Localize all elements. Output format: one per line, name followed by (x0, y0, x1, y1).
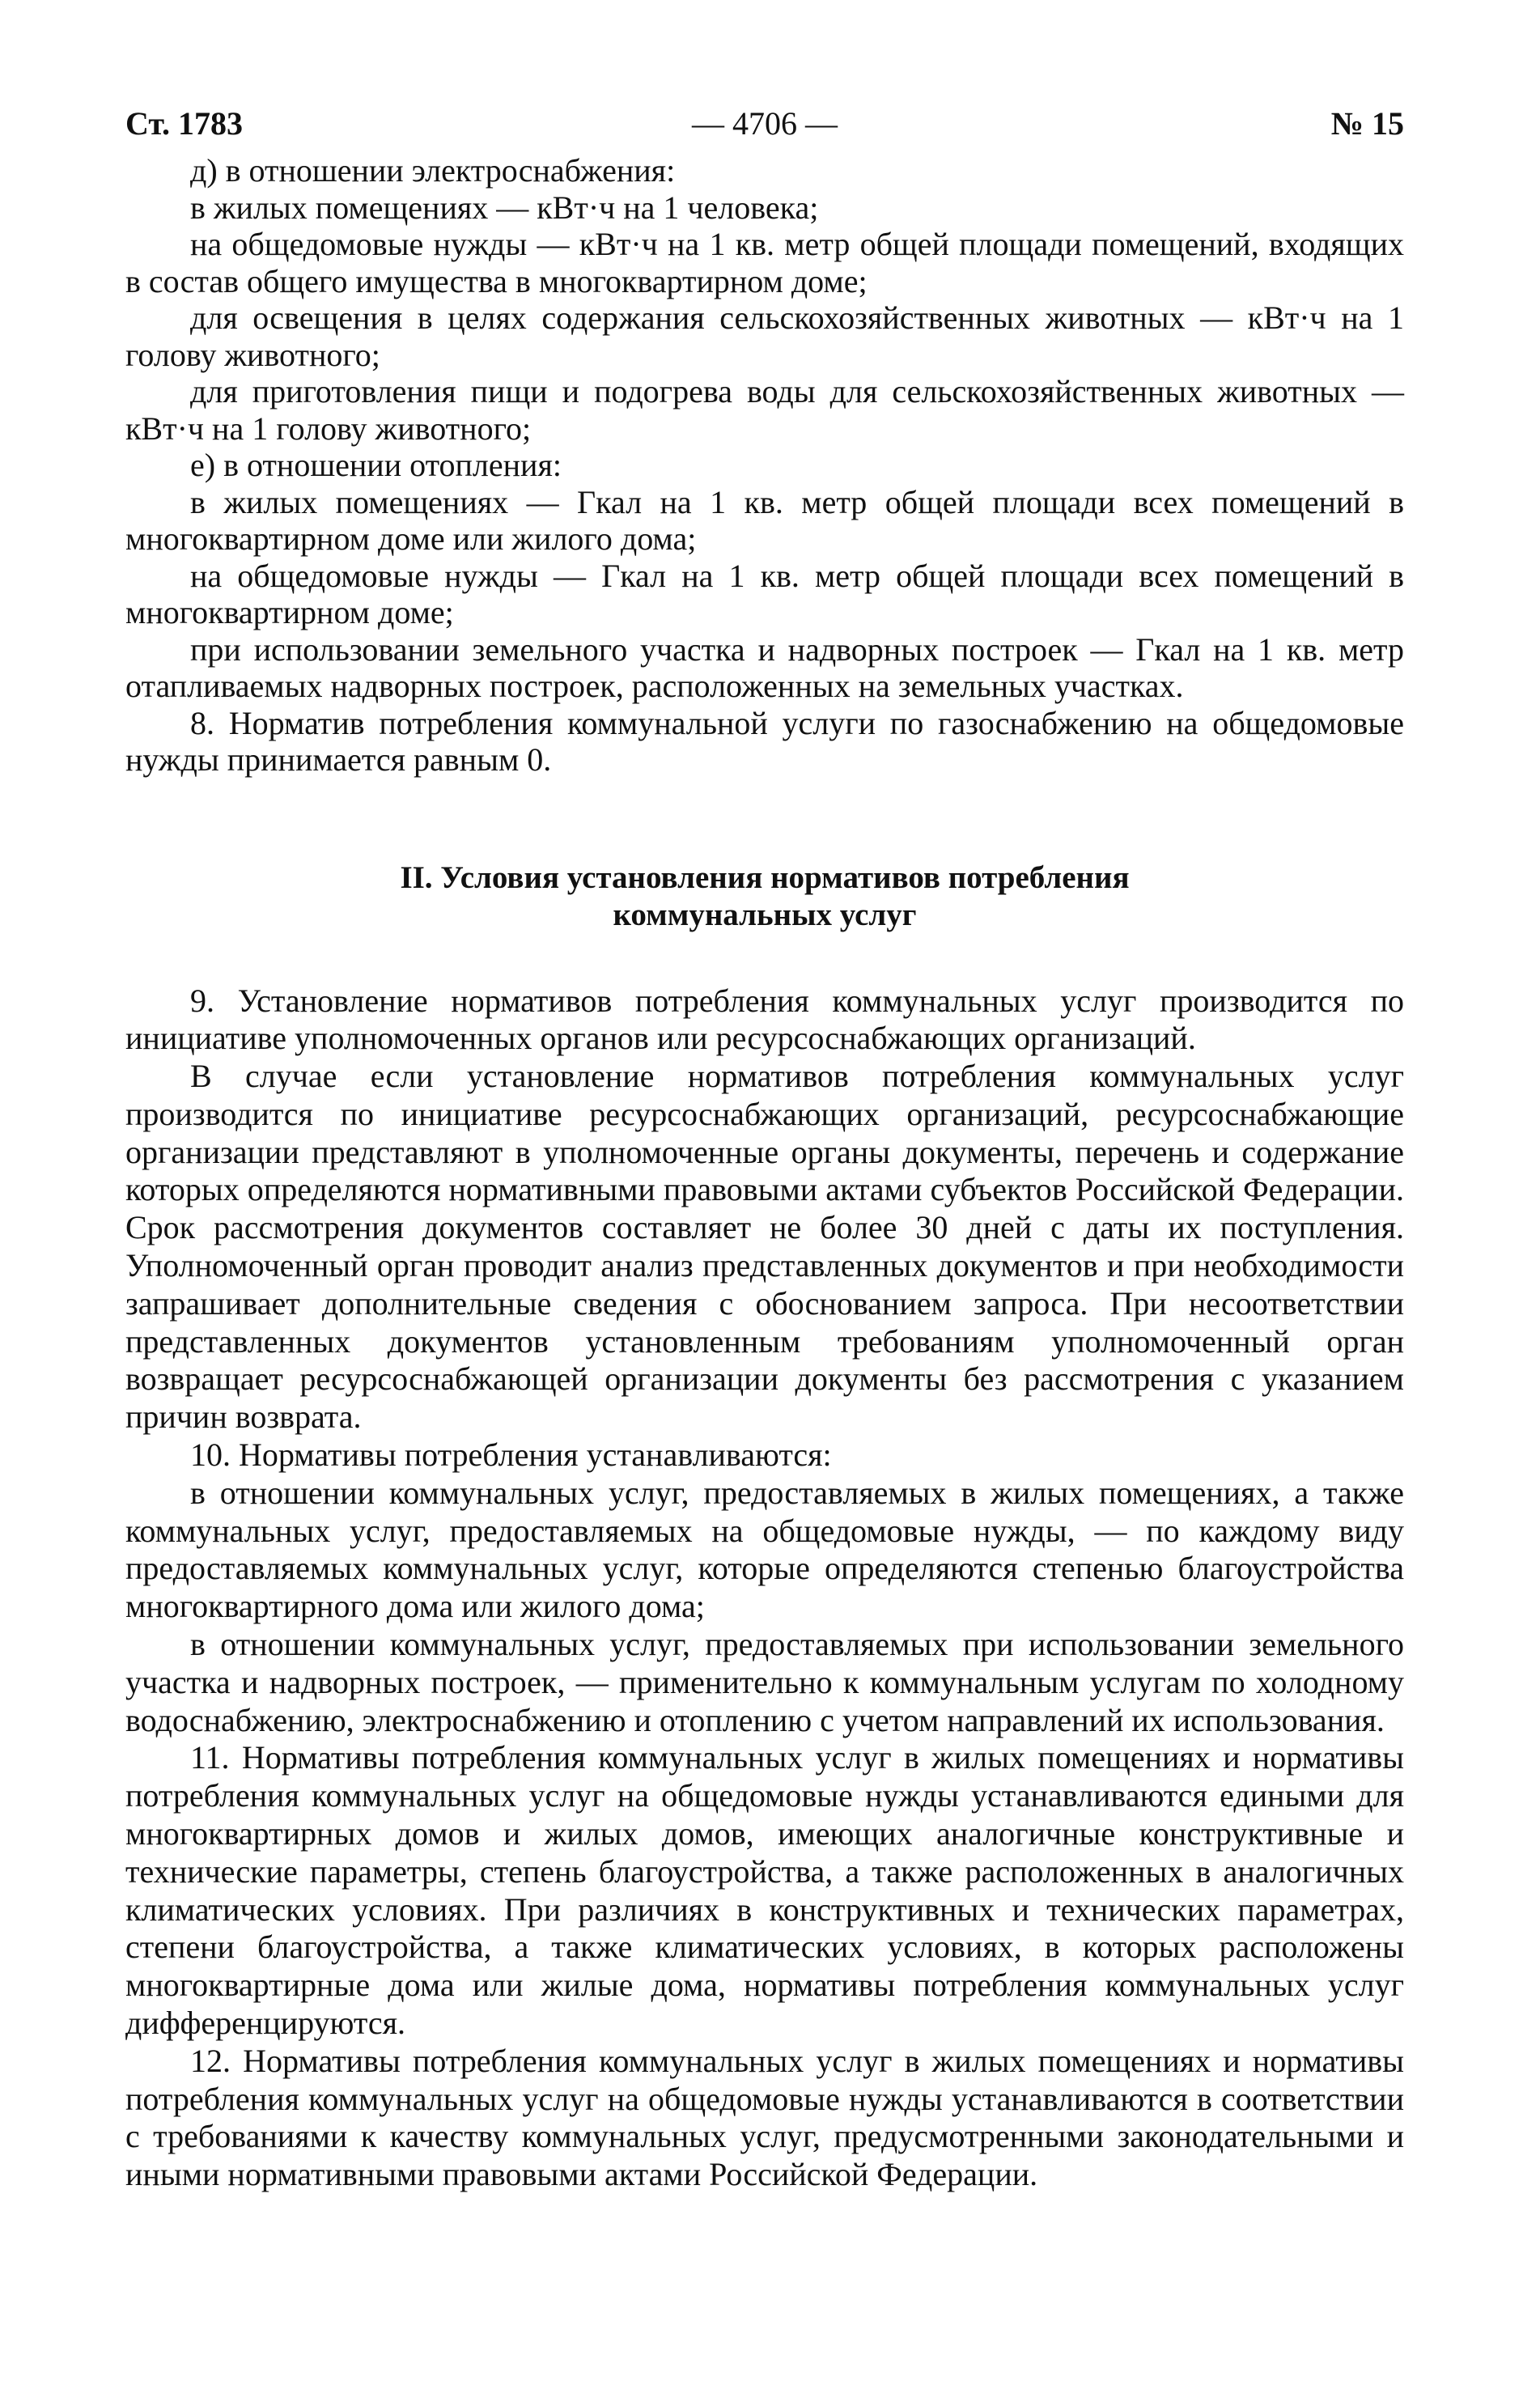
section-heading (125, 859, 1404, 934)
paragraph: В случае если установление нормативов потребления коммунальных услуг производится по инициативе ресурсоснабжающих организаций, ресурсоснабжающие организации представляют в уполномоченные органы документы, перечень и содержание которых определяются нормативными правовыми актами субъектов Российской Федерации. Срок рассмотрения документов составляет не более 30 дней с даты их поступления. Уполномоченный орган проводит анализ представленных документов и при необходимости запрашивает дополнительные сведения с обоснованием запроса. При несоответствии представленных документов установленным требованиям уполномоченный орган возвращает ресурсоснабжающей организации документы без рассмотрения с указанием причин возврата. (125, 1058, 1404, 1436)
bottom-text-block (125, 982, 1404, 2195)
paragraph: д) в отношении электроснабжения: (190, 152, 676, 189)
paragraph: 9. Установление нормативов потребления коммунальных услуг производится по инициативе уполномоченных органов или ресурсоснабжающих организаций. (125, 982, 1404, 1057)
paragraph: 10. Нормативы потребления устанавливаются: (190, 1436, 832, 1474)
running-head (125, 95, 1404, 152)
paragraph: в жилых помещениях — кВт·ч на 1 человека; (190, 189, 819, 226)
paragraph: в отношении коммунальных услуг, предоставляемых при использовании земельного участка и надворных построек, — применительно к коммунальным услугам по холодному водоснабжению, электроснабжению и отоплению с учетом направлений их использования. (125, 1626, 1404, 1738)
top-text-block (125, 152, 1404, 779)
page-number: — 4706 — (692, 105, 838, 142)
paragraph: 8. Норматив потребления коммунальной услуги по газоснабжению на общедомовые нужды принимается равным 0. (125, 704, 1404, 778)
section-title-line-2: коммунальных услуг (613, 897, 917, 932)
paragraph: при использовании земельного участка и надворных построек — Гкал на 1 кв. метр отапливаемых надворных построек, расположенных на земельных участках. (125, 630, 1404, 704)
section-title-line-1: II. Условия установления нормативов потребления (400, 859, 1130, 895)
document-page (125, 95, 1404, 2194)
issue-number: № 15 (1330, 105, 1404, 142)
paragraph: для приготовления пищи и подогрева воды для сельскохозяйственных животных — кВт·ч на 1 голову животного; (125, 373, 1404, 447)
paragraph: на общедомовые нужды — Гкал на 1 кв. метр общей площади всех помещений в многоквартирном доме; (125, 557, 1404, 630)
paragraph: 12. Нормативы потребления коммунальных услуг в жилых помещениях и нормативы потребления коммунальных услуг на общедомовые нужды устанавливаются в соответствии с требованиями к качеству коммунальных услуг, предусмотренными законодательными и иными нормативными правовыми актами Российской Федерации. (125, 2042, 1404, 2193)
paragraph: в отношении коммунальных услуг, предоставляемых в жилых помещениях, а также коммунальных услуг, предоставляемых на общедомовые нужды, — по каждому виду предоставляемых коммунальных услуг, которые определяются степенью благоустройства многоквартирного дома или жилого дома; (125, 1474, 1404, 1625)
paragraph: в жилых помещениях — Гкал на 1 кв. метр общей площади всех помещений в многоквартирном доме или жилого дома; (125, 483, 1404, 557)
paragraph: на общедомовые нужды — кВт·ч на 1 кв. метр общей площади помещений, входящих в состав общего имущества в многоквартирном доме; (125, 226, 1404, 299)
paragraph: е) в отношении отопления: (190, 447, 562, 483)
article-number: Ст. 1783 (125, 105, 243, 142)
paragraph: 11. Нормативы потребления коммунальных услуг в жилых помещениях и нормативы потребления коммунальных услуг на общедомовые нужды устанавливаются едиными для многоквартирных домов и жилых домов, имеющих аналогичные конструктивные и технические параметры, степень благоустройства, а также расположенных в аналогичных климатических условиях. При различиях в конструктивных и технических параметрах, степени благоустройства, а также климатических условиях, в которых расположены многоквартирные дома или жилые дома, нормативы потребления коммунальных услуг дифференцируются. (125, 1739, 1404, 2042)
paragraph: для освещения в целях содержания сельскохозяйственных животных — кВт·ч на 1 голову животного; (125, 299, 1404, 373)
